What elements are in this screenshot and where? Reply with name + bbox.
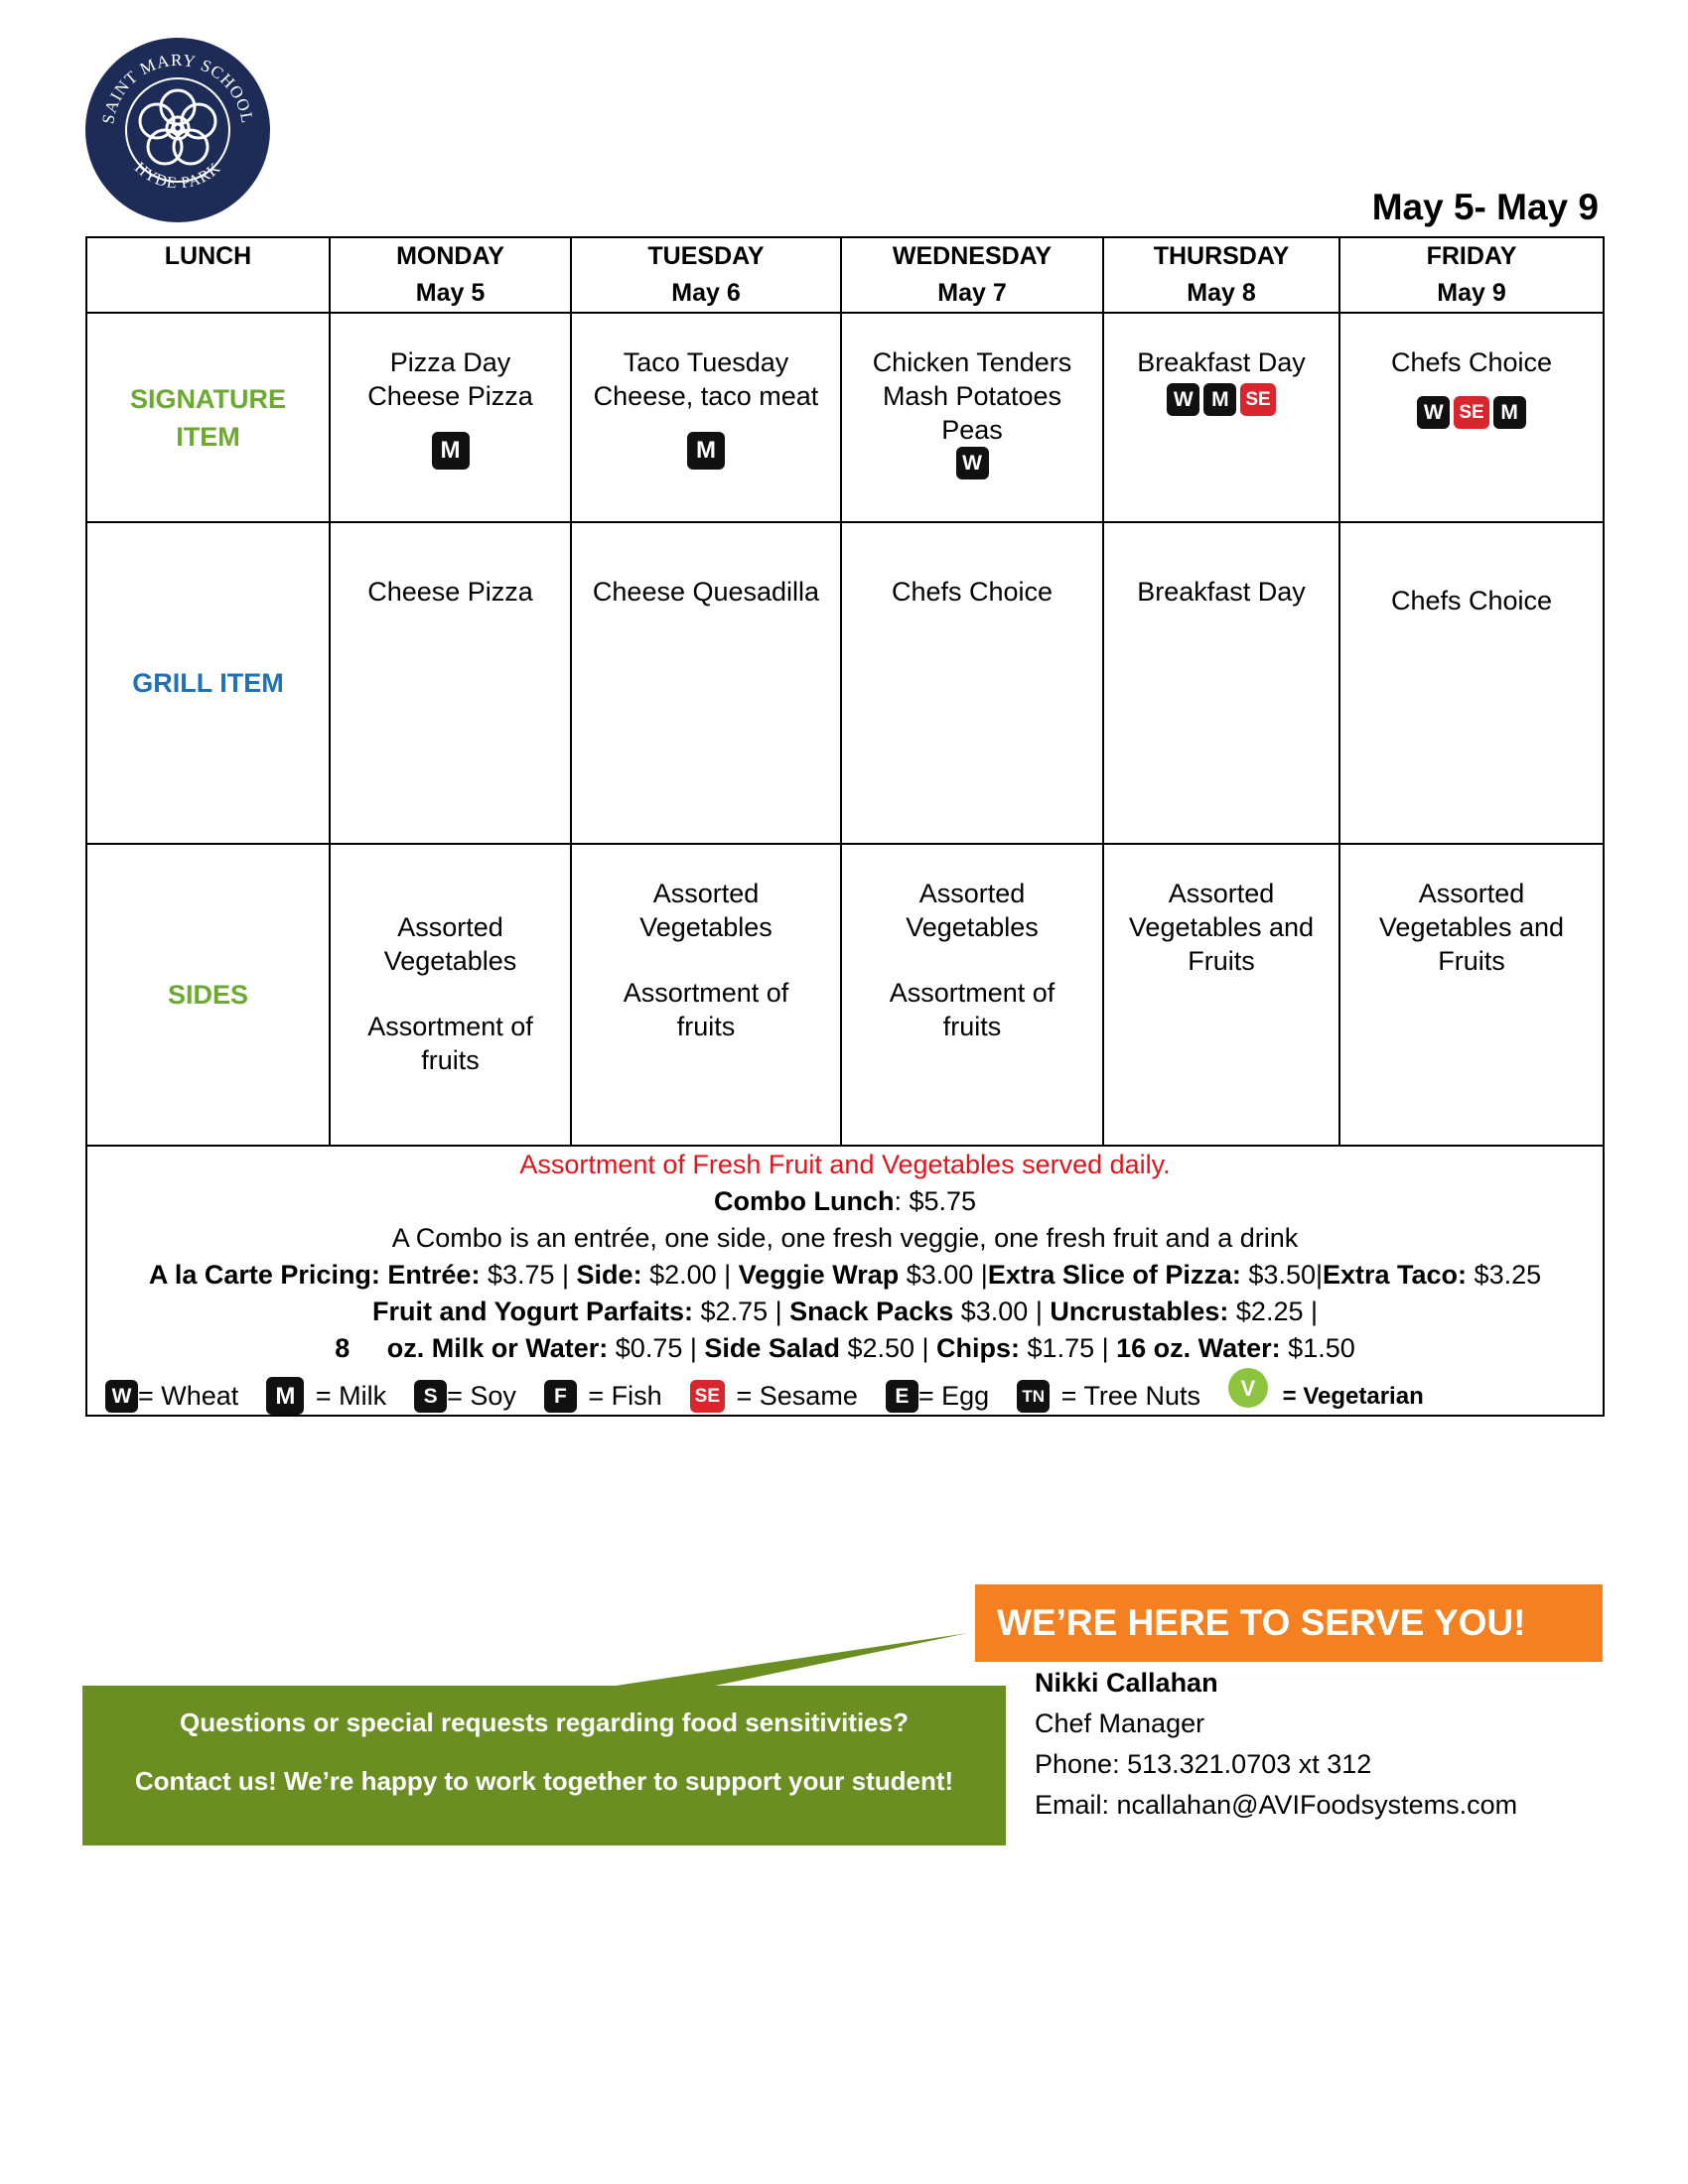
info-row (86, 1146, 1604, 1416)
sesame-icon: SE (690, 1380, 725, 1413)
food-sensitivity-callout (82, 1686, 1006, 1845)
signature-cell-wednesday: Chicken Tenders Mash Potatoes Peas W (841, 313, 1103, 522)
grill-row (86, 522, 1604, 844)
legend-sesame: SE = Sesame (690, 1378, 858, 1415)
contact-phone: Phone: 513.321.0703 xt 312 (1035, 1749, 1372, 1779)
combo-description: A Combo is an entrée, one side, one fresh veggie, one fresh fruit and a drink (391, 1223, 1299, 1253)
pricing-info (86, 1146, 1604, 1416)
lunch-menu-table (85, 236, 1605, 1417)
sesame-icon: SE (1240, 383, 1275, 416)
grill-cell-monday: Cheese Pizza (330, 522, 571, 844)
corner-label: LUNCH (86, 237, 330, 313)
wheat-icon: W (956, 447, 989, 479)
wheat-icon: W (1167, 383, 1199, 416)
allergen-legend (87, 1377, 1603, 1415)
signature-label: SIGNATURE ITEM (86, 313, 330, 522)
milk-icon: M (1493, 396, 1526, 429)
sides-cell-tuesday: Assorted Vegetables Assortment of fruits (571, 844, 841, 1146)
week-range: May 5- May 9 (1371, 187, 1599, 227)
egg-icon: E (886, 1380, 918, 1413)
ala-carte-line: A la Carte Pricing: Entrée: $3.75 | Side: $2.00 | Veggie Wrap $3.00 |Extra Slice of Pizza: $3.50|Extra Taco: $3.25 (148, 1260, 1542, 1290)
fish-icon: F (544, 1380, 577, 1413)
header-row (86, 237, 1604, 313)
sides-row (86, 844, 1604, 1146)
legend-soy: S = Soy (414, 1378, 516, 1415)
milk-icon: M (1203, 383, 1236, 416)
day-header-friday: FRIDAY May 9 (1339, 237, 1604, 313)
milk-icon: M (266, 1377, 304, 1415)
daily-note: Assortment of Fresh Fruit and Vegetables served daily. (519, 1150, 1171, 1179)
grill-cell-wednesday: Chefs Choice (841, 522, 1103, 844)
sides-cell-thursday: Assorted Vegetables and Fruits (1103, 844, 1339, 1146)
day-header-tuesday: TUESDAY May 6 (571, 237, 841, 313)
milk-icon: M (687, 432, 725, 470)
sesame-icon: SE (1454, 396, 1488, 429)
grill-cell-friday: Chefs Choice (1339, 522, 1604, 844)
logo-location: HYDE PARK (131, 159, 224, 193)
callout-question: Questions or special requests regarding food sensitivities? (180, 1707, 909, 1737)
sides-cell-monday: Assorted Vegetables Assortment of fruits (330, 844, 571, 1146)
contact-info (1035, 1663, 1517, 1826)
signature-cell-thursday: Breakfast Day W M SE (1103, 313, 1339, 522)
callout-contact: Contact us! We’re happy to work together to support your student! (134, 1766, 954, 1796)
vegetarian-icon: V (1228, 1368, 1268, 1408)
wheat-icon: W (105, 1380, 138, 1413)
sides-label: SIDES (86, 844, 330, 1146)
tree-nuts-icon: TN (1017, 1380, 1050, 1413)
legend-wheat: W = Wheat (105, 1378, 238, 1415)
combo-line: Combo Lunch: $5.75 (713, 1186, 977, 1216)
soy-icon: S (414, 1380, 447, 1413)
legend-vegetarian: V = Vegetarian (1228, 1378, 1424, 1415)
wheat-icon: W (1417, 396, 1450, 429)
milk-icon: M (432, 432, 470, 470)
sides-cell-friday: Assorted Vegetables and Fruits (1339, 844, 1604, 1146)
signature-cell-monday: Pizza Day Cheese Pizza M (330, 313, 571, 522)
logo-school-name: SAINT MARY SCHOOL (98, 50, 257, 126)
legend-fish: F = Fish (544, 1378, 662, 1415)
serve-banner: WE’RE HERE TO SERVE YOU! (975, 1584, 1603, 1662)
snacks-line: Fruit and Yogurt Parfaits: $2.75 | Snack Packs $3.00 | Uncrustables: $2.25 | (372, 1297, 1318, 1326)
signature-cell-friday: Chefs Choice W SE M (1339, 313, 1604, 522)
legend-egg: E = Egg (886, 1378, 989, 1415)
contact-email[interactable]: Email: ncallahan@AVIFoodsystems.com (1035, 1790, 1518, 1820)
contact-title: Chef Manager (1035, 1708, 1205, 1738)
signature-row (86, 313, 1604, 522)
legend-milk: M = Milk (266, 1377, 386, 1415)
school-logo (83, 36, 272, 224)
day-header-thursday: THURSDAY May 8 (1103, 237, 1339, 313)
signature-cell-tuesday: Taco Tuesday Cheese, taco meat M (571, 313, 841, 522)
day-header-monday: MONDAY May 5 (330, 237, 571, 313)
legend-tree-nuts: TN = Tree Nuts (1017, 1378, 1200, 1415)
grill-cell-tuesday: Cheese Quesadilla (571, 522, 841, 844)
day-header-wednesday: WEDNESDAY May 7 (841, 237, 1103, 313)
contact-name: Nikki Callahan (1035, 1668, 1218, 1698)
grill-cell-thursday: Breakfast Day (1103, 522, 1339, 844)
grill-label: GRILL ITEM (86, 522, 330, 844)
drinks-line: 8 oz. Milk or Water: $0.75 | Side Salad $2.50 | Chips: $1.75 | 16 oz. Water: $1.50 (335, 1333, 1355, 1363)
sides-cell-wednesday: Assorted Vegetables Assortment of fruits (841, 844, 1103, 1146)
